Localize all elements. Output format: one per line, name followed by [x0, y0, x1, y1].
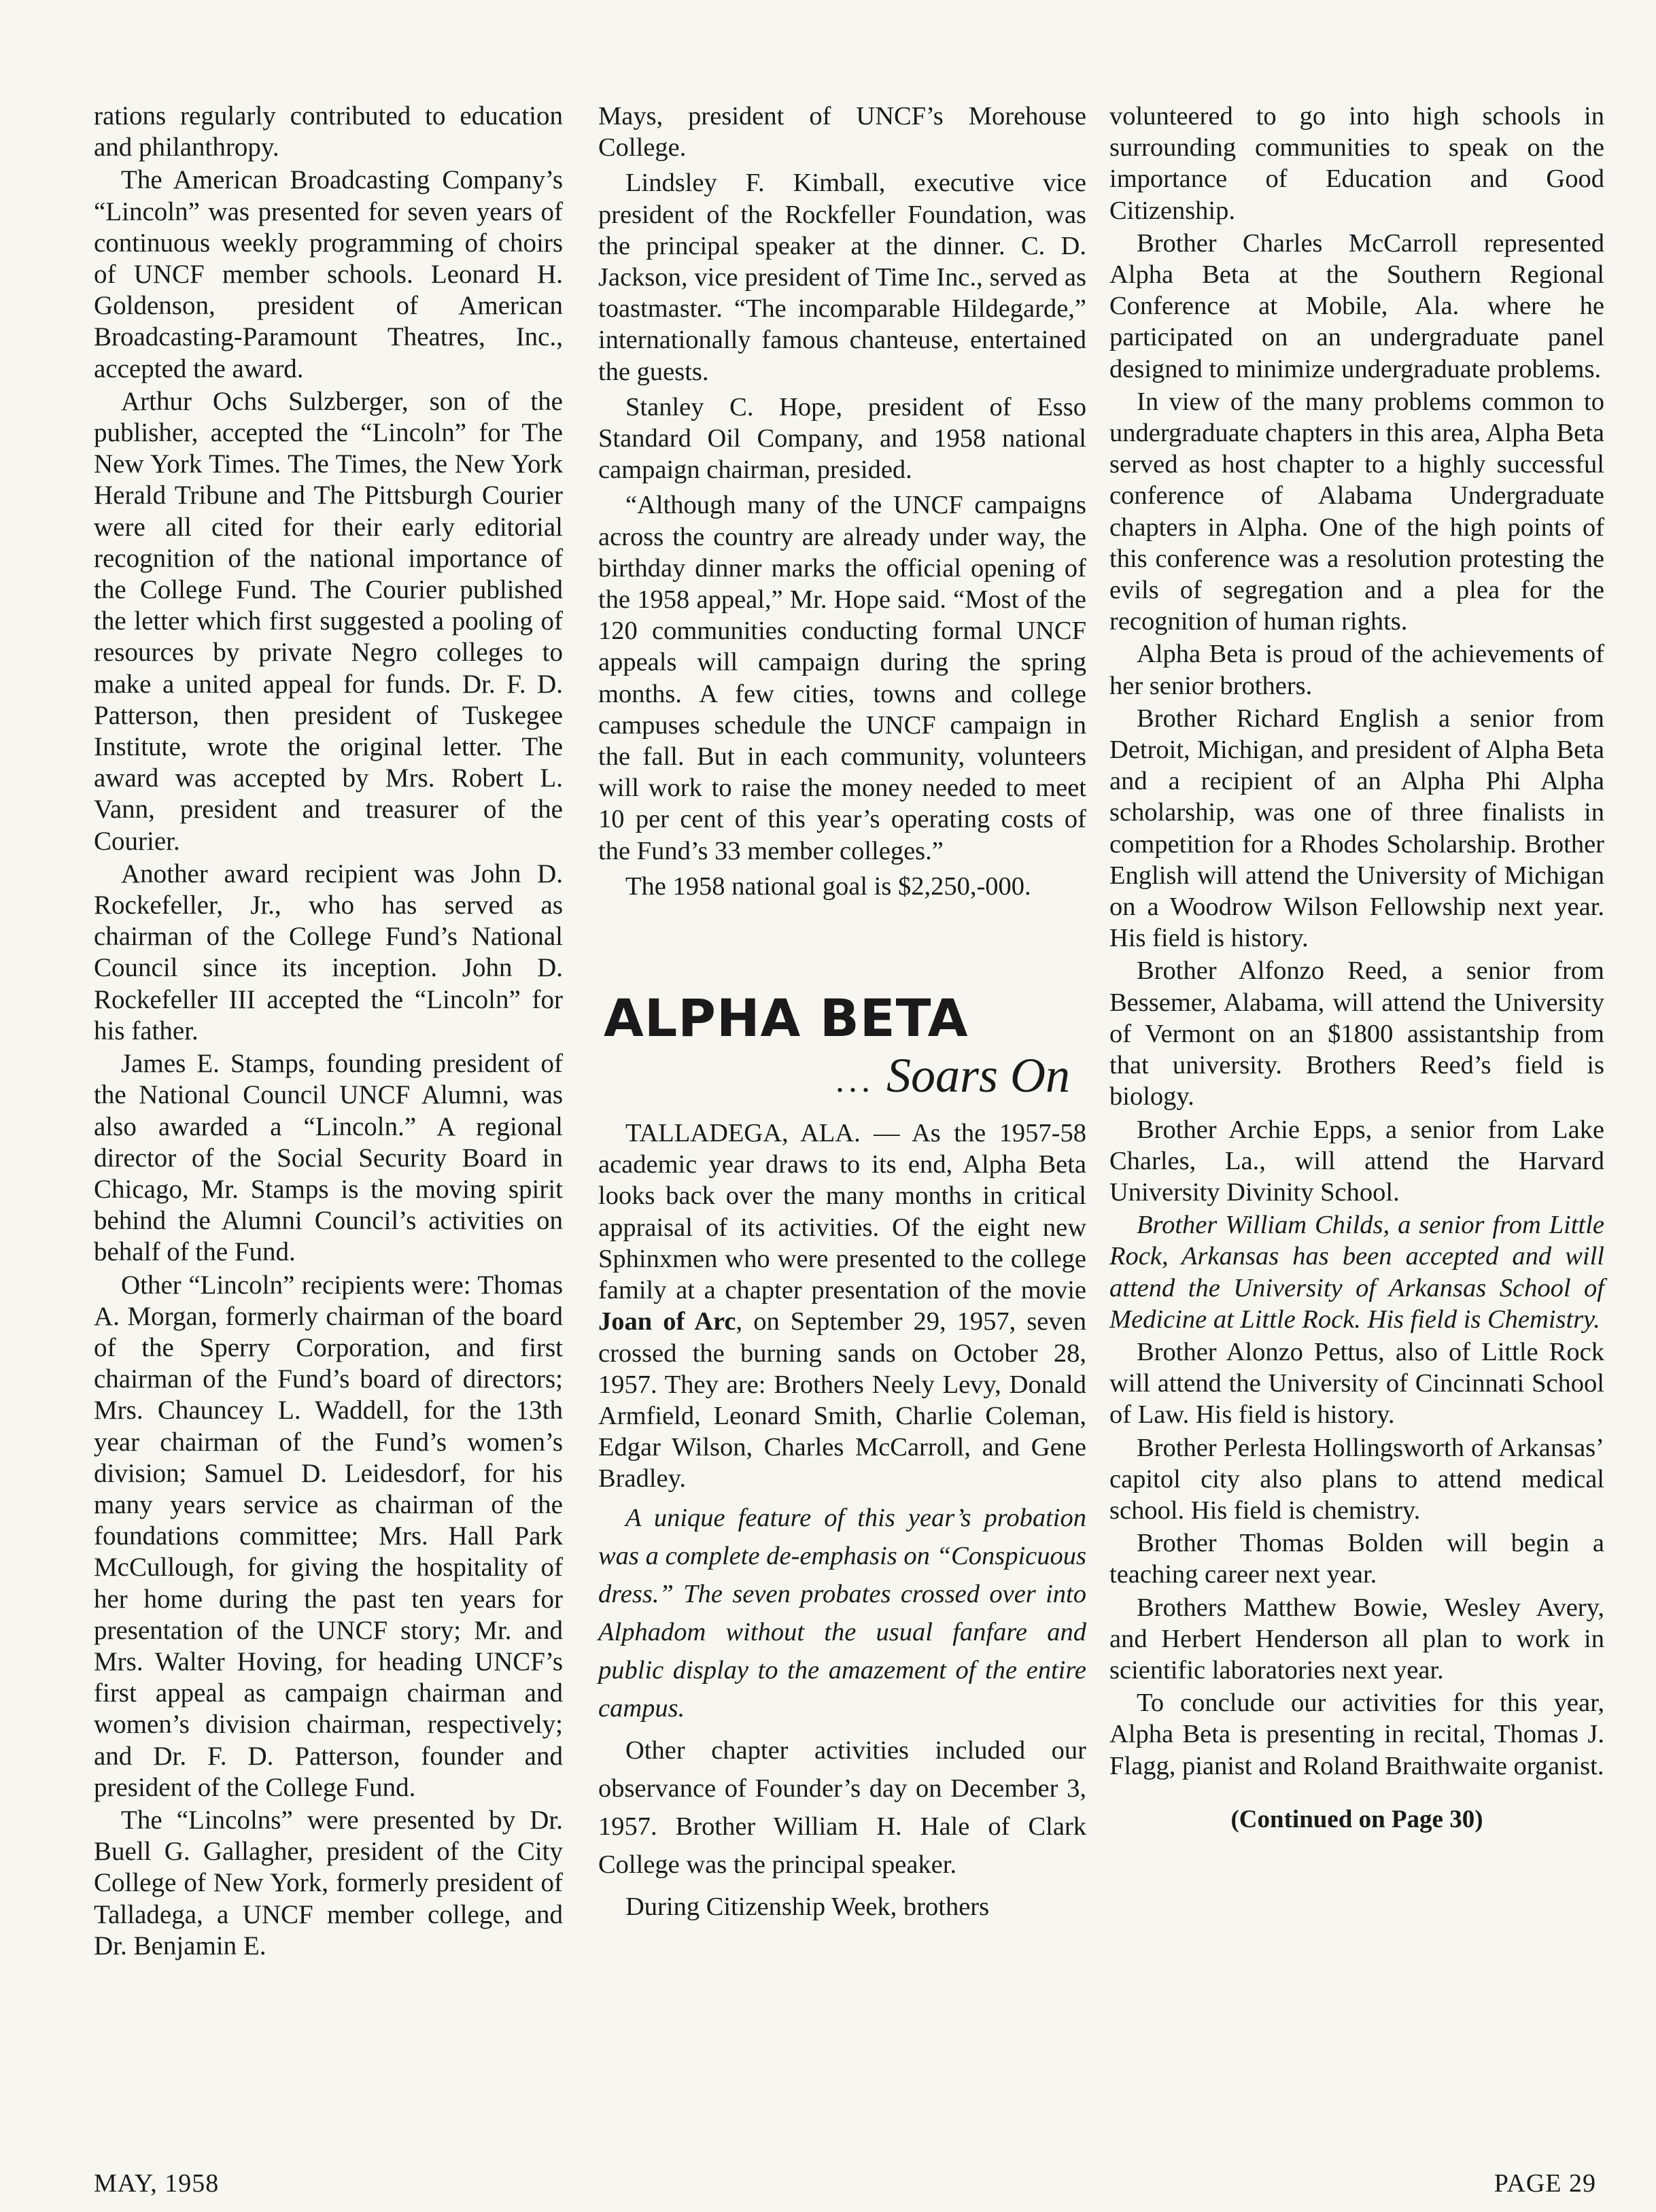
paragraph-italic: Brother William Childs, a senior from Little Rock, Arkansas has been accepted and will attend the University of Arkansas School of Medicine at Little Rock. His field is Chemistry. — [1109, 1211, 1604, 1334]
movie-title: Joan of Arc — [598, 1307, 736, 1336]
subhead-ellipsis: ... — [835, 1061, 874, 1101]
subhead-text: Soars On — [886, 1048, 1070, 1103]
column-1 — [94, 101, 563, 1963]
paragraph: Arthur Ochs Sulzberger, son of the publisher, accepted the “Lincoln” for The New York Times. The Times, the New York Herald Tribune and The Pittsburgh Courier were all cited for their early editorial recognition of the national importance of the College Fund. The Courier published the letter which first suggested a pooling of resources by private Negro colleges to make a united appeal for funds. Dr. F. D. Patterson, then president of Tuskegee Institute, wrote the original letter. The award was accepted by Mrs. Robert L. Vann, president and treasurer of the Courier. — [94, 386, 563, 856]
paragraph: The “Lincolns” were presented by Dr. Buell G. Gallagher, president of the City College of New York, formerly president of Talladega, a UNCF member college, and Dr. Benjamin E. — [94, 1805, 563, 1960]
paragraph: Other “Lincoln” recipients were: Thomas A. Morgan, formerly chairman of the board of the Sperry Corporation, and first chairman of the Fund’s board of directors; Mrs. Chauncey L. Waddell, for the 13th year chairman of the Fund’s women’s division; Samuel D. Leidesdorf, for his many years service as chairman of the foundations committee; Mrs. Hall Park McCullough, for giving the hospitality of her home during the past ten years for presentation of the UNCF story; Mr. and Mrs. Walter Hoving, for heading UNCF’s first appeal as campaign chairman and women’s division chairman, respectively; and Dr. F. D. Patterson, founder and president of the College Fund. — [94, 1270, 563, 1802]
paragraph: Brother Richard English a senior from Detroit, Michigan, and president of Alpha Beta and a recipient of an Alpha Phi Alpha scholarship, was one of three finalists in competition for a Rhodes Scholarship. Brother English will attend the University of Michigan on a Woodrow Wilson Fellowship next year. His field is history. — [1109, 704, 1604, 953]
paragraph: Brother Archie Epps, a senior from Lake Charles, La., will attend the Harvard University Divinity School. — [1109, 1115, 1604, 1207]
paragraph: Brother Perlesta Hollingsworth of Arkansas’ capitol city also plans to attend medical school. His field is chemistry. — [1109, 1433, 1604, 1525]
paragraph: During Citizenship Week, brothers — [625, 1892, 990, 1921]
paragraph: To conclude our activities for this year, Alpha Beta is presenting in recital, Thomas J. Flagg, pianist and Roland Braithwaite organist. — [1109, 1689, 1604, 1780]
column-3 — [1109, 101, 1604, 1834]
paragraph: Stanley C. Hope, president of Esso Standard Oil Company, and 1958 national campaign chairman, presided. — [598, 392, 1086, 485]
paragraph: rations regularly contributed to education and philanthropy. — [94, 101, 563, 162]
paragraph: “Although many of the UNCF campaigns across the country are already under way, the birthday dinner marks the official opening of the 1958 appeal,” Mr. Hope said. “Most of the 120 communities conducting formal UNCF appeals will campaign during the spring months. A few cities, towns and college campuses schedule the UNCF campaign in the fall. But in each community, volunteers will work to raise the money needed to meet 10 per cent of this year’s operating costs of the Fund’s 33 member colleges.” — [598, 491, 1086, 865]
paragraph: TALLADEGA, ALA. — As the 1957-58 academic year draws to its end, Alpha Beta looks back over the many months in critical appraisal of its activities. Of the eight new Sphinxmen who were presented to the college family at a chapter presentation of the movie Joan of Arc, on September 29, 1957, seven crossed the burning sands on October 28, 1957. They are: Brothers Neely Levy, Donald Armfield, Leonard Smith, Charlie Coleman, Edgar Wilson, Charles McCarroll, and Gene Bradley. — [598, 1119, 1086, 1493]
article-subhead — [598, 1048, 1070, 1108]
continued-notice: (Continued on Page 30) — [1230, 1805, 1483, 1833]
column-2 — [598, 101, 1086, 1930]
paragraph: Brother Thomas Bolden will begin a teaching career next year. — [1109, 1529, 1604, 1589]
paragraph: James E. Stamps, founding president of the National Council UNCF Alumni, was also awarded a “Lincoln.” A regional director of the Social Security Board in Chicago, Mr. Stamps is the moving spirit behind the Alumni Council’s activities on behalf of the Fund. — [94, 1049, 563, 1267]
paragraph: Brothers Matthew Bowie, Wesley Avery, and Herbert Henderson all plan to work in scientific laboratories next year. — [1109, 1593, 1604, 1684]
paragraph: Mays, president of UNCF’s Morehouse College. — [598, 102, 1086, 162]
paragraph: Alpha Beta is proud of the achievements of her senior brothers. — [1109, 640, 1604, 700]
paragraph: The 1958 national goal is $2,250,-000. — [625, 871, 1031, 901]
page-number: PAGE 29 — [1494, 2169, 1596, 2198]
article-headline: ALPHA BETA — [604, 988, 969, 1049]
footer-date: MAY, 1958 — [94, 2169, 220, 2198]
paragraph: Other chapter activities included our observance of Founder’s day on December 3, 1957. Brother William H. Hale of Clark College was the principal speaker. — [598, 1735, 1086, 1879]
paragraph: Lindsley F. Kimball, executive vice president of the Rockfeller Foundation, was the principal speaker at the dinner. C. D. Jackson, vice president of Time Inc., served as toastmaster. “The incomparable Hildegarde,” internationally famous chanteuse, entertained the guests. — [598, 169, 1086, 386]
paragraph: Brother Alfonzo Reed, a senior from Bessemer, Alabama, will attend the University of Vermont on an $1800 assistantship from that university. Brothers Reed’s field is biology. — [1109, 956, 1604, 1111]
paragraph: Brother Charles McCarroll represented Alpha Beta at the Southern Regional Conference at Mobile, Ala. where he participated on an undergraduate panel designed to minimize undergraduate problems. — [1109, 228, 1604, 383]
paragraph: volunteered to go into high schools in surrounding communities to speak on the importance of Education and Good Citizenship. — [1109, 102, 1604, 225]
paragraph-italic: A unique feature of this year’s probation was a complete de-emphasis on “Conspicuous dress.” The seven probates crossed over into Alphadom without the usual fanfare and public display to the amazement of the entire campus. — [598, 1503, 1086, 1723]
paragraph: Another award recipient was John D. Rockefeller, Jr., who has served as chairman of the College Fund’s National Council since its inception. John D. Rockefeller III accepted the “Lincoln” for his father. — [94, 859, 563, 1045]
paragraph: The American Broadcasting Company’s “Lincoln” was presented for seven years of continuous weekly programming of choirs of UNCF member schools. Leonard H. Goldenson, president of American Broadcasting-Paramount Theatres, Inc., accepted the award. — [94, 165, 563, 383]
paragraph: In view of the many problems common to undergraduate chapters in this area, Alpha Beta served as host chapter to a highly successful conference of Alabama Undergraduate chapters in Alpha. One of the high points of this conference was a resolution protesting the evils of segregation and a plea for the recognition of human rights. — [1109, 387, 1604, 636]
paragraph: Brother Alonzo Pettus, also of Little Rock will attend the University of Cincinnati School of Law. His field is history. — [1109, 1337, 1604, 1430]
